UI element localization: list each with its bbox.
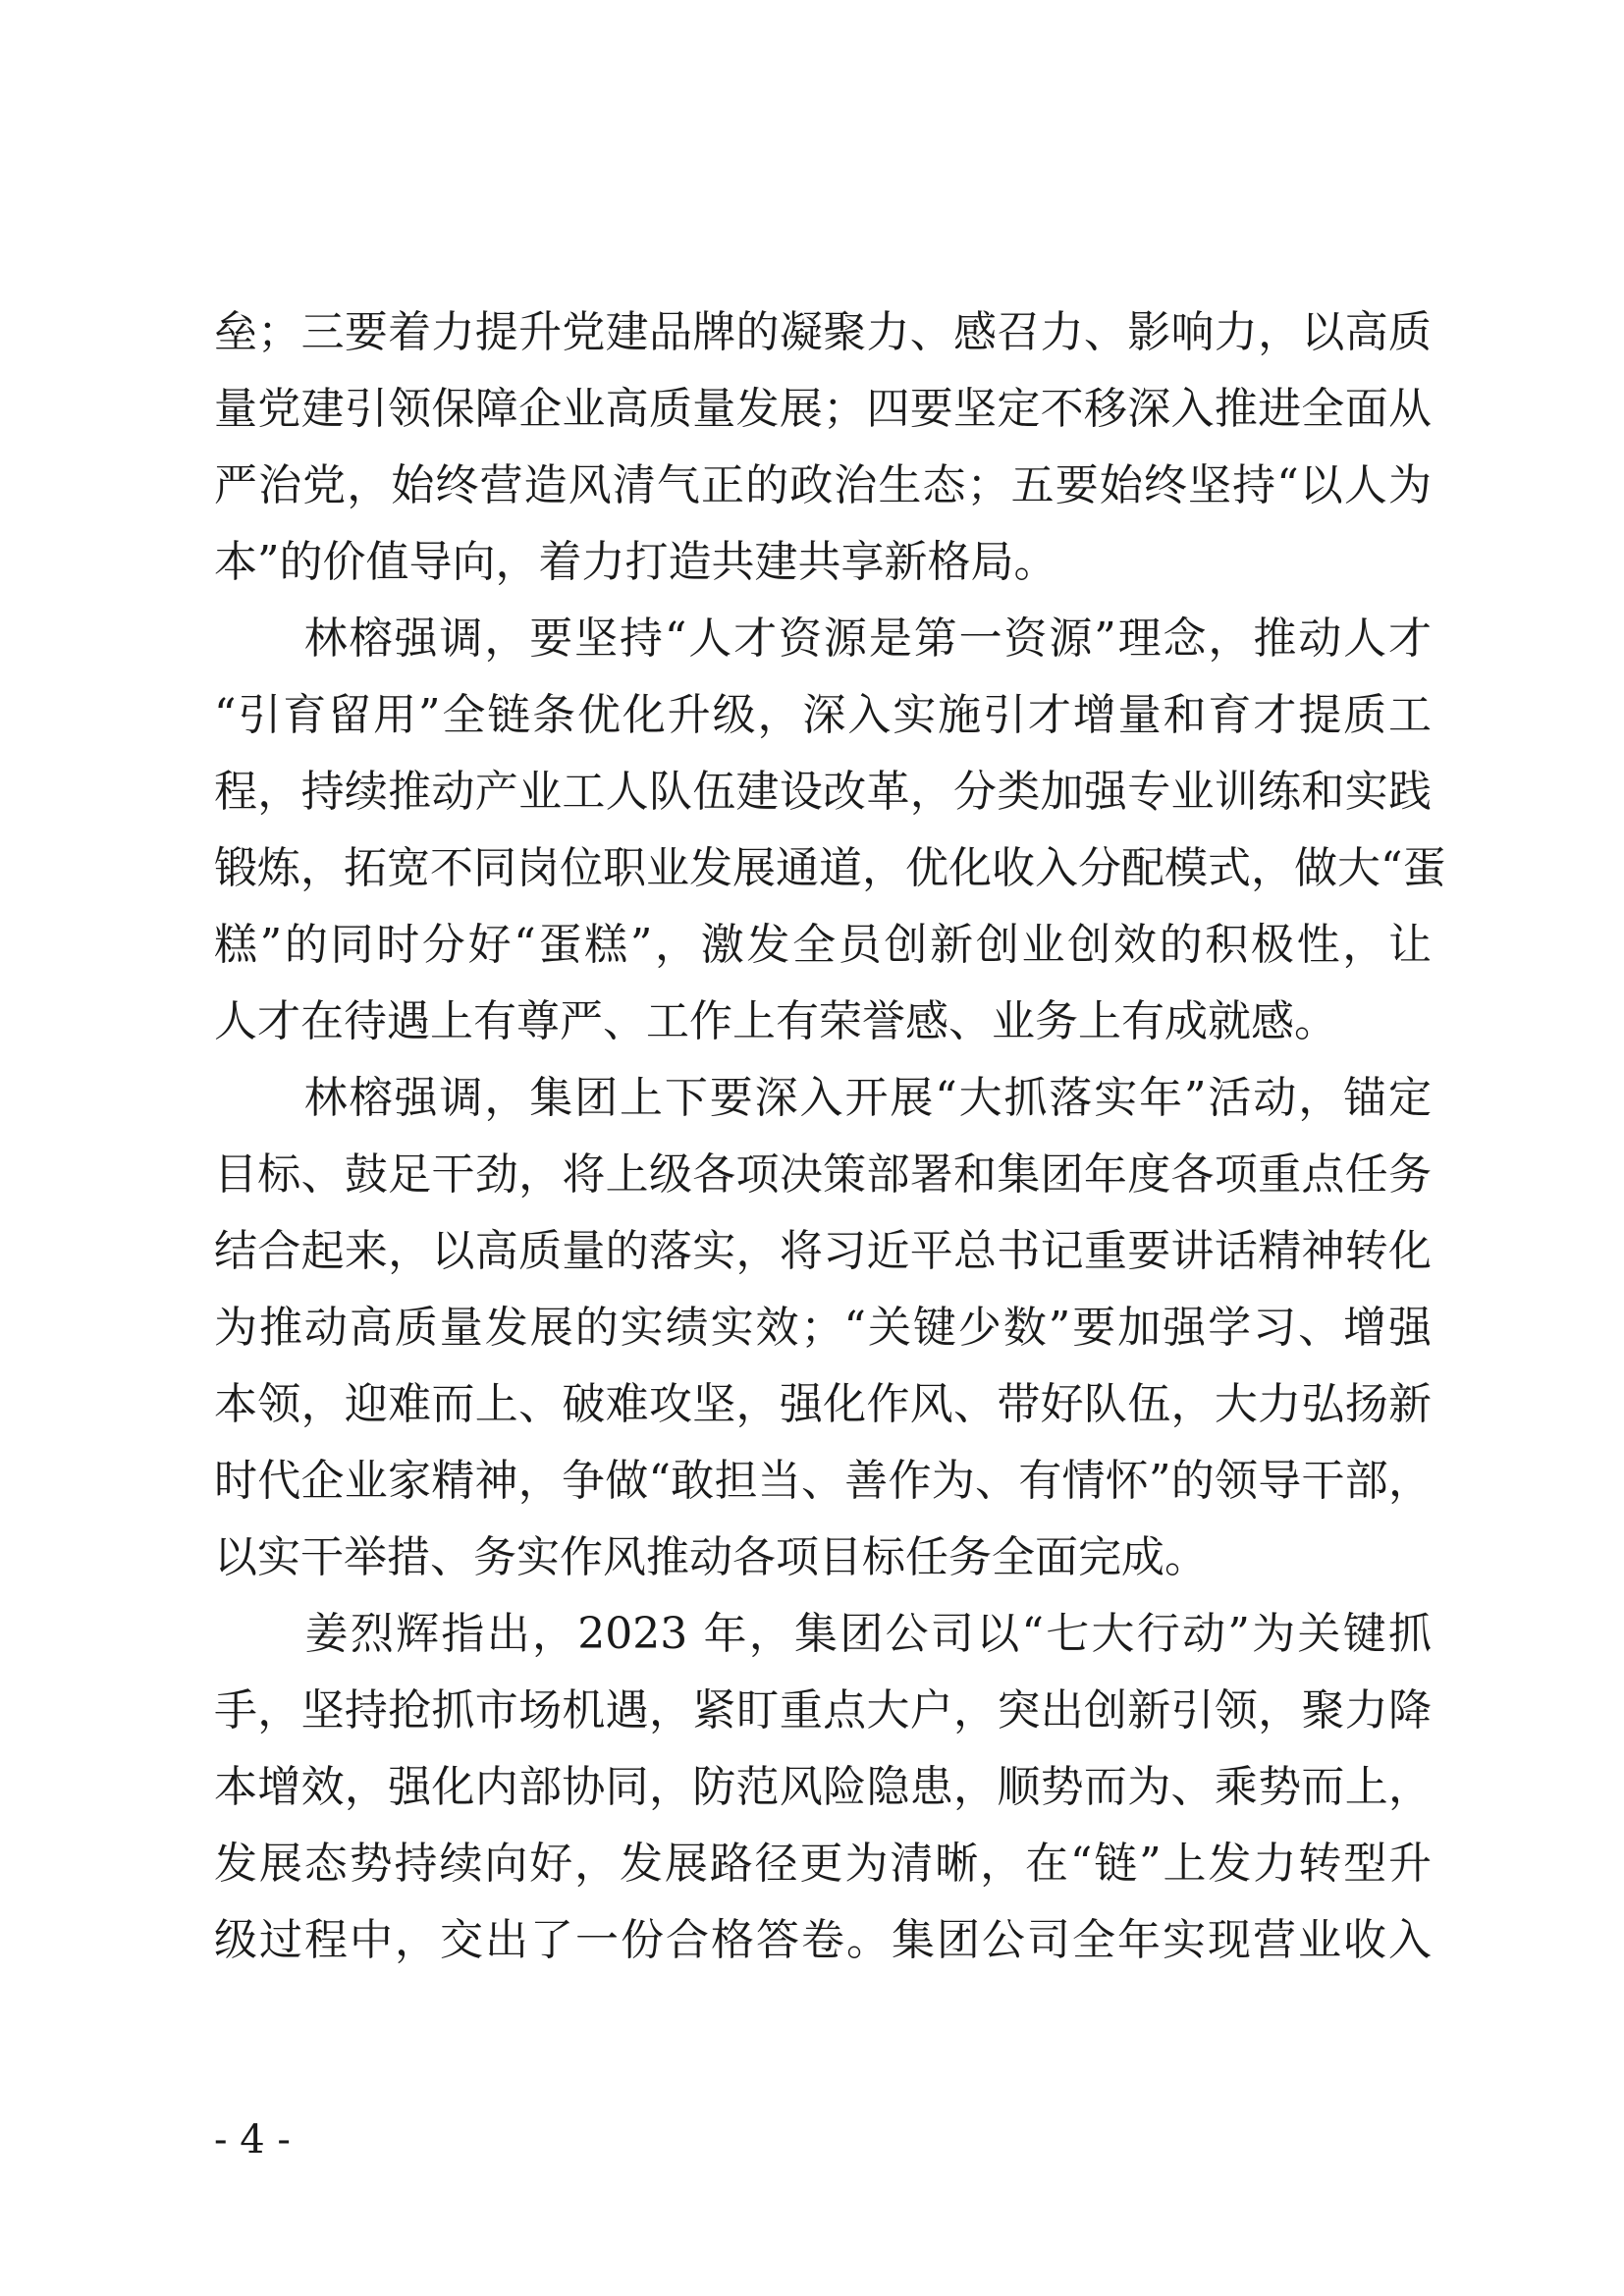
text-line: 量党建引领保障企业高质量发展；四要坚定不移深入推进全面从 — [214, 384, 1432, 434]
text-line: 人才在待遇上有尊严、工作上有荣誉感、业务上有成就感。 — [214, 996, 1337, 1046]
text-line: 手，坚持抢抓市场机遇，紧盯重点大户，突出创新引领，聚力降 — [214, 1685, 1432, 1735]
text-line: 程，持续推动产业工人队伍建设改革，分类加强专业训练和实践 — [214, 767, 1432, 817]
page-number: - 4 - — [214, 2117, 291, 2163]
text-line: 级过程中，交出了一份合格答卷。集团公司全年实现营业收入 — [214, 1915, 1432, 1965]
text-line: 结合起来，以高质量的落实，将习近平总书记重要讲话精神转化 — [214, 1226, 1432, 1276]
text-line: 发展态势持续向好，发展路径更为清晰，在“链”上发力转型升 — [214, 1839, 1432, 1889]
text-line: 本增效，强化内部协同，防范风险隐患，顺势而为、乘势而上， — [214, 1762, 1432, 1812]
text-line: 严治党，始终营造风清气正的政治生态；五要始终坚持“以人为 — [214, 460, 1432, 510]
text-line: 林榕强调，要坚持“人才资源是第一资源”理念，推动人才 — [214, 614, 1432, 664]
text-line: 以实干举措、务实作风推动各项目标任务全面完成。 — [214, 1532, 1208, 1582]
text-line: 为推动高质量发展的实绩实效；“关键少数”要加强学习、增强 — [214, 1303, 1432, 1353]
text-line: 时代企业家精神，争做“敢担当、善作为、有情怀”的领导干部， — [214, 1456, 1432, 1506]
text-line: 目标、鼓足干劲，将上级各项决策部署和集团年度各项重点任务 — [214, 1149, 1432, 1200]
text-line: 林榕强调，集团上下要深入开展“大抓落实年”活动，锚定 — [214, 1073, 1432, 1123]
text-line: 本领，迎难而上、破难攻坚，强化作风、带好队伍，大力弘扬新 — [214, 1379, 1432, 1429]
text-line: 糕”的同时分好“蛋糕”，激发全员创新创业创效的积极性，让 — [214, 920, 1432, 970]
text-line: 锻炼，拓宽不同岗位职业发展通道，优化收入分配模式，做大“蛋 — [214, 843, 1446, 893]
text-line: “引育留用”全链条优化升级，深入实施引才增量和育才提质工 — [214, 690, 1432, 740]
body-text — [214, 294, 1446, 1979]
text-line: 姜烈辉指出，2023 年，集团公司以“七大行动”为关键抓 — [214, 1609, 1432, 1659]
text-line: 本”的价值导向，着力打造共建共享新格局。 — [214, 537, 1057, 587]
text-line: 垒；三要着力提升党建品牌的凝聚力、感召力、影响力，以高质 — [214, 307, 1432, 357]
